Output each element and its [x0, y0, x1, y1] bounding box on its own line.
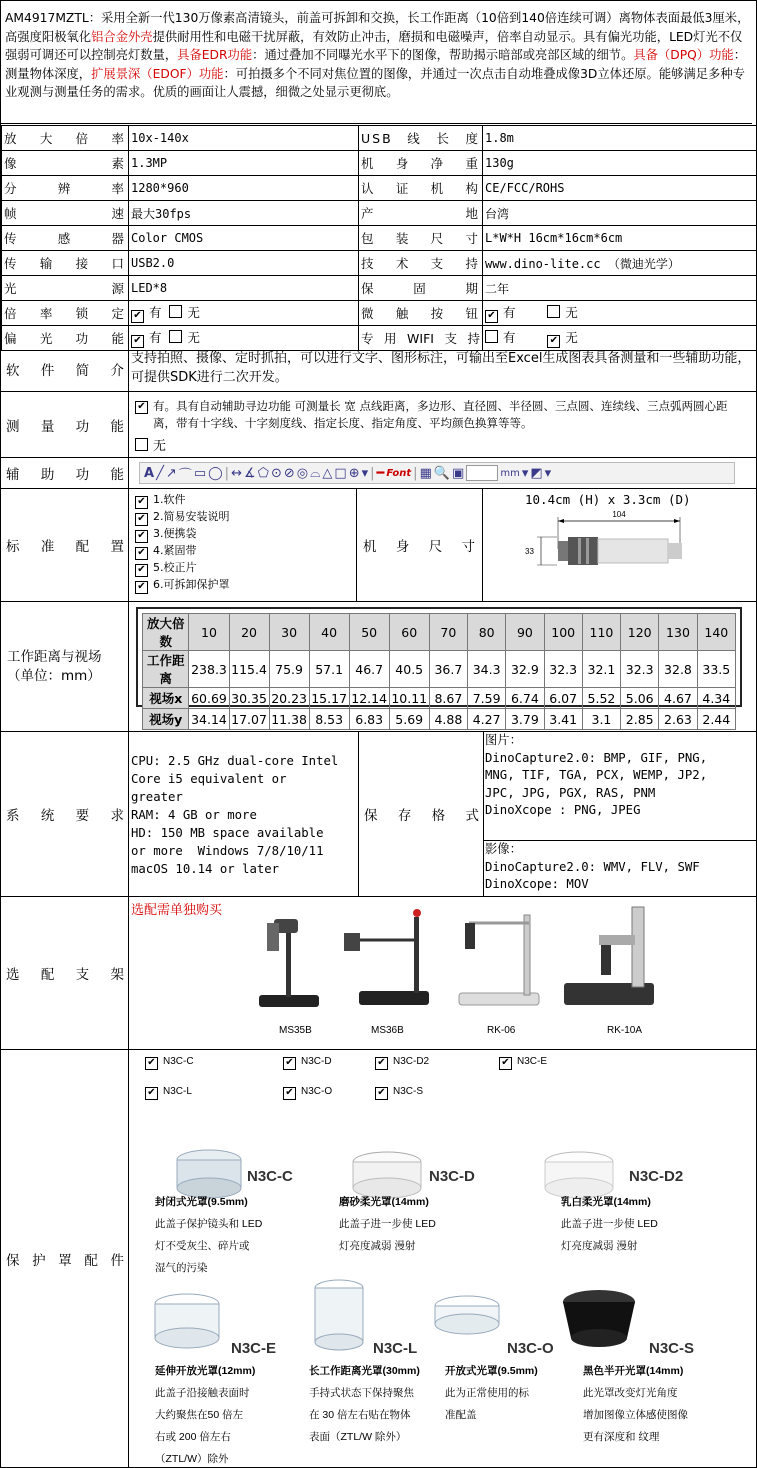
- intro-text-3: ：通过叠加不同曝光水平下的图像，帮助揭示暗部或亮部区域的细节。: [252, 48, 634, 62]
- spec-value: Color CMOS: [129, 226, 359, 251]
- lock-yes-checkbox[interactable]: ✔: [131, 310, 144, 323]
- spec-value: 130g: [483, 151, 757, 176]
- angle-tool-icon[interactable]: ∡: [243, 465, 256, 481]
- cap-name: N3C-C: [247, 1168, 293, 1185]
- standard-item: ✔ 6.可拆卸保护罩: [135, 577, 356, 594]
- cap-checkbox[interactable]: ✔: [283, 1087, 296, 1100]
- height-dim-label: 33: [525, 547, 534, 556]
- table-cell: 8.67: [429, 688, 467, 709]
- color-swatch[interactable]: [466, 465, 498, 481]
- table-cell: 100: [544, 614, 582, 651]
- intro-highlight-3: 具备（DPQ）功能: [633, 48, 734, 62]
- system-line: CPU: 2.5 GHz dual-core Intel: [131, 754, 339, 768]
- ellipse-tool-icon[interactable]: ◯: [208, 465, 223, 481]
- cap-name: N3C-O: [507, 1340, 554, 1357]
- spec-value: USB2.0: [129, 251, 359, 276]
- table-cell: 6.07: [544, 688, 582, 709]
- table-cell: 6.83: [349, 709, 389, 730]
- aux-section: [1, 458, 756, 489]
- table-cell: 46.7: [349, 651, 389, 688]
- table-cell: 57.1: [309, 651, 349, 688]
- cap-option: ✔ N3C-C: [145, 1056, 194, 1070]
- arc-tool-icon[interactable]: ⌓: [310, 465, 321, 481]
- ms35b-stand-image: [259, 919, 319, 1007]
- intro-text-2: 提供耐用性和电磁干扰屏蔽，有效防止冲击，磨损和电磁噪声，倍率自动显示。具有偏光功能，LED灯光不仅强弱可调还可以控制亮灯数量，: [5, 29, 743, 62]
- table-cell: 4.27: [468, 709, 506, 730]
- table-cell: 4.67: [659, 688, 697, 709]
- arrow-tool-icon[interactable]: ↗: [165, 465, 177, 481]
- crosshair-tool-icon[interactable]: ⊕: [348, 465, 360, 481]
- table-cell: 6.74: [506, 688, 544, 709]
- system-label: 系统要求: [6, 808, 124, 824]
- polar-row: 偏光功能 ✔ 有 无 专用WIFI支持 有 ✔ 无: [2, 326, 757, 351]
- measure-yes-checkbox[interactable]: ✔: [135, 401, 148, 414]
- cap-option: ✔ N3C-D: [283, 1056, 332, 1070]
- row-header: 工作距离: [143, 651, 189, 688]
- table-cell: 30: [269, 614, 309, 651]
- standard-section: [1, 489, 756, 602]
- cap-description-line: 此盖子进一步使 LED: [561, 1218, 658, 1230]
- cap-description-line: 此为正常使用的标: [445, 1387, 529, 1399]
- spec-value: 1.3MP: [129, 151, 359, 176]
- spec-row: [2, 276, 757, 301]
- zoom-icon[interactable]: 🔍: [433, 465, 451, 481]
- spec-label: 分辨率: [2, 176, 129, 201]
- stands-note: 选配需单独购买: [131, 903, 223, 918]
- table-cell: 110: [582, 614, 620, 651]
- standard-label: 标准配置: [6, 539, 124, 555]
- aux-label: 辅助功能: [6, 467, 124, 483]
- system-text: [129, 752, 359, 878]
- stands-label: 选配支架: [6, 967, 124, 983]
- n3c-d2-image: [545, 1152, 613, 1198]
- standard-item: ✔ 1.软件: [135, 492, 356, 509]
- table-cell: 2.85: [621, 709, 659, 730]
- cap-name: N3C-L: [373, 1340, 418, 1357]
- dropdown-icon[interactable]: ▾: [361, 465, 369, 481]
- distance-tool-icon[interactable]: ↔: [231, 465, 242, 481]
- table-cell: 36.7: [429, 651, 467, 688]
- cap-description-line: 灯不受灰尘、碎片或: [155, 1240, 250, 1252]
- table-cell: 120: [621, 614, 659, 651]
- wifi-yes-checkbox[interactable]: [485, 330, 498, 343]
- table-cell: 11.38: [269, 709, 309, 730]
- spec-label: 保固期: [359, 276, 483, 301]
- unit-selector[interactable]: mm: [500, 467, 520, 479]
- cap-name: N3C-S: [649, 1340, 695, 1357]
- spec-label: 帧速: [2, 201, 129, 226]
- polar-no-checkbox[interactable]: [169, 330, 182, 343]
- intro-highlight-4: 扩展景深（EDOF）功能: [91, 66, 224, 81]
- standard-item: ✔ 5.校正片: [135, 560, 356, 577]
- cap-checkbox[interactable]: ✔: [283, 1057, 296, 1070]
- format-line: MNG, TIF, TGA, PCX, WEMP, JP2,: [485, 768, 708, 782]
- image-formats: 图片： DinoCapture2.0: BMP, GIF, PNG, MNG, TIF, TGA, PCX, WEMP, JP2, JPC, JPG, PGX, RAS, PNM DinoXcope : PNG, JPEG: [483, 732, 756, 841]
- table-cell: 10.11: [389, 688, 429, 709]
- cap-checkbox[interactable]: ✔: [375, 1057, 388, 1070]
- cap-description-line: 此盖子进一步使 LED: [339, 1218, 436, 1230]
- three-point-circle-icon[interactable]: ◎: [296, 465, 309, 481]
- software-text: 支持拍照、摄像、定时抓拍，可以进行文字、图形标注，可输出至Excel生成图表具备测量和一些辅助功能，可提供SDK进行二次开发。: [131, 351, 751, 385]
- table-cell: 32.1: [582, 651, 620, 688]
- spec-label: 机身净重: [359, 151, 483, 176]
- cap-description-line: 封闭式光罩(9.5mm): [155, 1196, 248, 1208]
- caps-section: [1, 1050, 756, 1467]
- cap-option: ✔ N3C-E: [499, 1056, 547, 1070]
- table-cell: 17.07: [229, 709, 269, 730]
- cap-description-line: 磨砂柔光罩(14mm): [339, 1196, 429, 1208]
- standard-items: [129, 489, 357, 601]
- table-cell: 20: [229, 614, 269, 651]
- spec-value: 10x-140x: [129, 126, 359, 151]
- cap-description-line: 在 30 倍左右贴在物体: [309, 1409, 411, 1421]
- touch-button-label: 微触按钮: [359, 301, 483, 326]
- table-cell: 32.9: [506, 651, 544, 688]
- cap-description-line: （ZTL/W）除外: [155, 1453, 229, 1465]
- cap-checkbox[interactable]: ✔: [499, 1057, 512, 1070]
- software-section: [1, 347, 756, 392]
- system-line: RAM: 4 GB or more: [131, 808, 257, 822]
- calibration-icon[interactable]: ◩: [530, 465, 543, 481]
- measure-no-checkbox[interactable]: [135, 438, 148, 451]
- standard-item: ✔ 3.便携袋: [135, 526, 356, 543]
- standard-item-checkbox[interactable]: ✔: [135, 564, 148, 577]
- text-tool-icon[interactable]: A: [144, 465, 155, 481]
- spec-value: L*W*H 16cm*16cm*6cm: [483, 226, 757, 251]
- cap-description-line: 右或 200 倍左右: [155, 1431, 231, 1443]
- table-cell: 32.3: [621, 651, 659, 688]
- cap-option: ✔ N3C-S: [375, 1086, 423, 1100]
- table-cell: 2.44: [697, 709, 735, 730]
- size-drawing: [483, 489, 756, 601]
- n3c-c-image: [177, 1150, 241, 1198]
- stand-name: MS35B: [279, 1025, 312, 1036]
- spec-row: [2, 201, 757, 226]
- table-cell: 75.9: [269, 651, 309, 688]
- system-line: macOS 10.14 or later: [131, 862, 280, 876]
- square-tool-icon[interactable]: □: [334, 465, 347, 481]
- rk10a-stand-image: [564, 907, 654, 1005]
- spec-value: www.dino-lite.cc （微迪光学）: [483, 251, 757, 276]
- format-line: JPC, JPG, PGX, RAS, PNM: [485, 785, 656, 800]
- table-cell: 5.69: [389, 709, 429, 730]
- stand-name: MS36B: [371, 1025, 404, 1036]
- cap-description-line: 手持式状态下保持聚焦: [309, 1387, 414, 1399]
- table-cell: 4.34: [697, 688, 735, 709]
- spec-label: 产地: [359, 201, 483, 226]
- table-icon[interactable]: ▦: [419, 465, 432, 481]
- spec-value: 二年: [483, 276, 757, 301]
- polyline-tool-icon[interactable]: ⌒: [178, 467, 192, 483]
- table-row: [143, 651, 736, 688]
- table-cell: 40.5: [389, 651, 429, 688]
- table-cell: 2.63: [659, 709, 697, 730]
- intro-text-5: ：可拍摄多个不同对焦位置的图像，并通过一次点击自动堆叠成像3D立体还原。能够满足多种专业观测与测量任务的需求。优质的画面让人震撼，细微之处显示更彻底。: [5, 66, 745, 99]
- touch-no-checkbox[interactable]: [547, 305, 560, 318]
- table-cell: 7.59: [468, 688, 506, 709]
- stands-section: [1, 897, 756, 1050]
- annotation-toolbar: A ╱ ↗ ⌒ ▭ ◯ | ↔ ∡ ⬠ ⊙ ⊘ ◎ ⌓ △ □ ⊕ ▾ | ━ Font | ▦ 🔍 ▣ mm ▾ ◩ ▾: [139, 462, 735, 484]
- spec-value: 1280*960: [129, 176, 359, 201]
- cap-description-line: 表面（ZTL/W 除外）: [309, 1431, 407, 1443]
- cap-description-line: 增加图像立体感使图像: [583, 1409, 688, 1421]
- cap-description-line: 准配盖: [445, 1409, 477, 1421]
- table-cell: 3.41: [544, 709, 582, 730]
- lock-no-checkbox[interactable]: [169, 305, 182, 318]
- size-label: 机身尺寸: [363, 539, 475, 555]
- save-label: 保存格式: [364, 808, 479, 824]
- cap-description-line: 灯亮度减弱 漫射: [561, 1240, 638, 1252]
- table-cell: 12.14: [349, 688, 389, 709]
- video-formats: 影像： DinoCapture2.0: WMV, FLV, SWF DinoXcope: MOV: [483, 841, 756, 894]
- table-cell: 10: [189, 614, 229, 651]
- table-cell: 5.52: [582, 688, 620, 709]
- n3c-e-image: [155, 1294, 219, 1348]
- measure-section: 测量功能 ✔ 有。具有自动辅助寻边功能 可测量长 宽 点线距离，多边形、直径圆、半径圆、三点圆、连续线、三点弧两圆心距离，带有十字线、十字刻度线、指定长度、指定角度、平均颜色换算等等。 无: [1, 392, 756, 458]
- table-cell: 8.53: [309, 709, 349, 730]
- measure-description: 有。具有自动辅助寻边功能 可测量长 宽 点线距离，多边形、直径圆、半径圆、三点圆、连续线、三点弧两圆心距离，带有十字线、十字刻度线、指定长度、指定角度、平均颜色换算等等。: [153, 399, 728, 430]
- cap-checkbox[interactable]: ✔: [145, 1057, 158, 1070]
- line-tool-icon[interactable]: ╱: [156, 465, 164, 481]
- rk06-stand-image: [459, 915, 539, 1005]
- spec-label: 技术支持: [359, 251, 483, 276]
- spec-row: [2, 226, 757, 251]
- radius-tool-icon[interactable]: ⊘: [283, 465, 295, 481]
- cap-option: ✔ N3C-D2: [375, 1056, 429, 1070]
- cap-description-line: 灯亮度减弱 漫射: [339, 1240, 416, 1252]
- table-cell: 32.8: [659, 651, 697, 688]
- font-tool[interactable]: Font: [386, 467, 412, 479]
- table-cell: 5.06: [621, 688, 659, 709]
- rectangle-tool-icon[interactable]: ▭: [193, 465, 207, 481]
- table-row: [143, 688, 736, 709]
- polar-label: 偏光功能: [2, 326, 129, 351]
- table-cell: 90: [506, 614, 544, 651]
- software-label: 软件简介: [6, 363, 124, 379]
- standard-item-checkbox[interactable]: ✔: [135, 530, 148, 543]
- table-row: [143, 614, 736, 651]
- stands-photos: [239, 905, 757, 1015]
- standard-item-checkbox[interactable]: ✔: [135, 581, 148, 594]
- cap-description-line: 延伸开放光罩(12mm): [155, 1365, 256, 1377]
- polygon-tool-icon[interactable]: ⬠: [257, 465, 269, 481]
- table-cell: 4.88: [429, 709, 467, 730]
- row-header: 视场x: [143, 688, 189, 709]
- cap-checkbox[interactable]: ✔: [375, 1087, 388, 1100]
- table-cell: 60.69: [189, 688, 229, 709]
- measure-label: 测量功能: [6, 418, 124, 435]
- cap-description-line: 此光罩改变灯光角度: [583, 1387, 678, 1399]
- table-cell: 115.4: [229, 651, 269, 688]
- system-line: HD: 150 MB space available: [131, 826, 324, 840]
- table-cell: 40: [309, 614, 349, 651]
- wifi-no-checkbox[interactable]: ✔: [547, 335, 560, 348]
- table-cell: 130: [659, 614, 697, 651]
- spec-table: [1, 125, 757, 351]
- cap-description-line: 长工作距离光罩(30mm): [309, 1365, 420, 1377]
- cap-description-line: 乳白柔光罩(14mm): [561, 1196, 651, 1208]
- table-cell: 34.3: [468, 651, 506, 688]
- spec-label: 认证机构: [359, 176, 483, 201]
- spec-row: [2, 151, 757, 176]
- table-cell: 3.79: [506, 709, 544, 730]
- cap-name: N3C-D: [429, 1168, 475, 1185]
- table-cell: 32.3: [544, 651, 582, 688]
- row-header: 视场y: [143, 709, 189, 730]
- table-cell: 33.5: [697, 651, 735, 688]
- microscope-dimension-drawing: [483, 509, 753, 599]
- triangle-tool-icon[interactable]: △: [322, 465, 333, 481]
- spec-value: 台湾: [483, 201, 757, 226]
- spec-value: 1.8m: [483, 126, 757, 151]
- spec-label: 放大倍率: [2, 126, 129, 151]
- table-row: [143, 709, 736, 730]
- image-icon[interactable]: ▣: [452, 465, 465, 481]
- system-line: or more Windows 7/8/10/11: [131, 844, 324, 858]
- intro-text-1: AM4917MZTL：采用全新一代130万像素高清镜头，前盖可拆卸和交换，长工作距离（10倍到140倍连续可调）离物体表面最低3厘米，高强度阳极氧化: [5, 11, 750, 44]
- cap-description-line: 黑色半开光罩(14mm): [583, 1365, 684, 1377]
- standard-item-checkbox[interactable]: ✔: [135, 513, 148, 526]
- stand-name: RK-06: [487, 1025, 516, 1036]
- touch-yes-checkbox[interactable]: ✔: [485, 310, 498, 323]
- spec-value: 最大30fps: [129, 201, 359, 226]
- spec-label: 传输接口: [2, 251, 129, 276]
- working-distance-table: [142, 613, 736, 730]
- spec-row: [2, 176, 757, 201]
- cap-description-line: 此盖子沿接触表面时: [155, 1387, 250, 1399]
- standard-item: ✔ 4.紧固带: [135, 543, 356, 560]
- cap-description-line: 湿气的污染: [155, 1262, 208, 1274]
- row-header: 放大倍数: [143, 614, 189, 651]
- size-dimensions: 10.4cm (H) x 3.3cm (D): [525, 492, 691, 507]
- n3c-d-image: [353, 1152, 421, 1198]
- line-color-icon[interactable]: ━: [376, 465, 385, 481]
- format-line: DinoXcope : PNG, JPEG: [485, 803, 641, 817]
- system-section: [1, 732, 756, 897]
- working-section: [1, 602, 756, 732]
- cap-name: N3C-D2: [629, 1168, 684, 1185]
- spec-row: [2, 251, 757, 276]
- n3c-l-image: [315, 1280, 363, 1350]
- ms36b-stand-image: [344, 909, 429, 1005]
- table-cell: 80: [468, 614, 506, 651]
- standard-item: ✔ 2.简易安装说明: [135, 509, 356, 526]
- cap-name: N3C-E: [231, 1340, 277, 1357]
- standard-item-checkbox[interactable]: ✔: [135, 547, 148, 560]
- n3c-s-image: [563, 1290, 635, 1347]
- cap-description-line: 开放式光罩(9.5mm): [445, 1365, 538, 1377]
- intro-highlight-2: 具备EDR功能: [177, 48, 253, 62]
- n3c-o-image: [435, 1296, 499, 1334]
- caps-label: 保护罩配件: [6, 1252, 124, 1269]
- cap-description-line: 大约聚焦在50 倍左: [155, 1409, 244, 1421]
- intro-highlight-1: 铝合金外壳: [91, 29, 153, 44]
- table-cell: 3.1: [582, 709, 620, 730]
- stand-name: RK-10A: [607, 1025, 643, 1036]
- standard-item-checkbox[interactable]: ✔: [135, 496, 148, 509]
- spec-row: [2, 126, 757, 151]
- format-line: DinoXcope: MOV: [485, 877, 589, 891]
- system-line: Core i5 equivalent or: [131, 772, 287, 786]
- width-dim-label: 104: [612, 510, 626, 519]
- table-cell: 60: [389, 614, 429, 651]
- lock-label: 倍率锁定: [2, 301, 129, 326]
- spec-label: 光源: [2, 276, 129, 301]
- format-line: DinoCapture2.0: BMP, GIF, PNG,: [485, 750, 708, 765]
- spec-label: 包装尺寸: [359, 226, 483, 251]
- format-line: DinoCapture2.0: WMV, FLV, SWF: [485, 859, 700, 874]
- table-cell: 34.14: [189, 709, 229, 730]
- cap-option: ✔ N3C-L: [145, 1086, 192, 1100]
- wifi-label: 专用WIFI支持: [359, 326, 483, 351]
- intro-text-4: ：测量物体深度，: [5, 48, 747, 81]
- product-description: [1, 1, 752, 124]
- table-cell: 20.23: [269, 688, 309, 709]
- cap-description-line: 更有深度和 纹理: [583, 1431, 660, 1443]
- table-cell: 70: [429, 614, 467, 651]
- circle-tool-icon[interactable]: ⊙: [270, 465, 282, 481]
- spec-value: LED*8: [129, 276, 359, 301]
- lock-row: 倍率锁定 ✔ 有 无 微触按钮 ✔ 有 无: [2, 301, 757, 326]
- spec-label: 传感器: [2, 226, 129, 251]
- spec-label: 像素: [2, 151, 129, 176]
- table-cell: 30.35: [229, 688, 269, 709]
- polar-yes-checkbox[interactable]: ✔: [131, 335, 144, 348]
- system-line: greater: [131, 790, 183, 804]
- working-label: 工作距离与视场（单位：mm）: [7, 648, 102, 684]
- table-cell: 238.3: [189, 651, 229, 688]
- cap-option: ✔ N3C-O: [283, 1086, 332, 1100]
- cap-checkbox[interactable]: ✔: [145, 1087, 158, 1100]
- table-cell: 50: [349, 614, 389, 651]
- spec-value: CE/FCC/ROHS: [483, 176, 757, 201]
- spec-label: USB线长度: [359, 126, 483, 151]
- table-cell: 15.17: [309, 688, 349, 709]
- cap-description-line: 此盖子保护镜头和 LED: [155, 1218, 263, 1230]
- table-cell: 140: [697, 614, 735, 651]
